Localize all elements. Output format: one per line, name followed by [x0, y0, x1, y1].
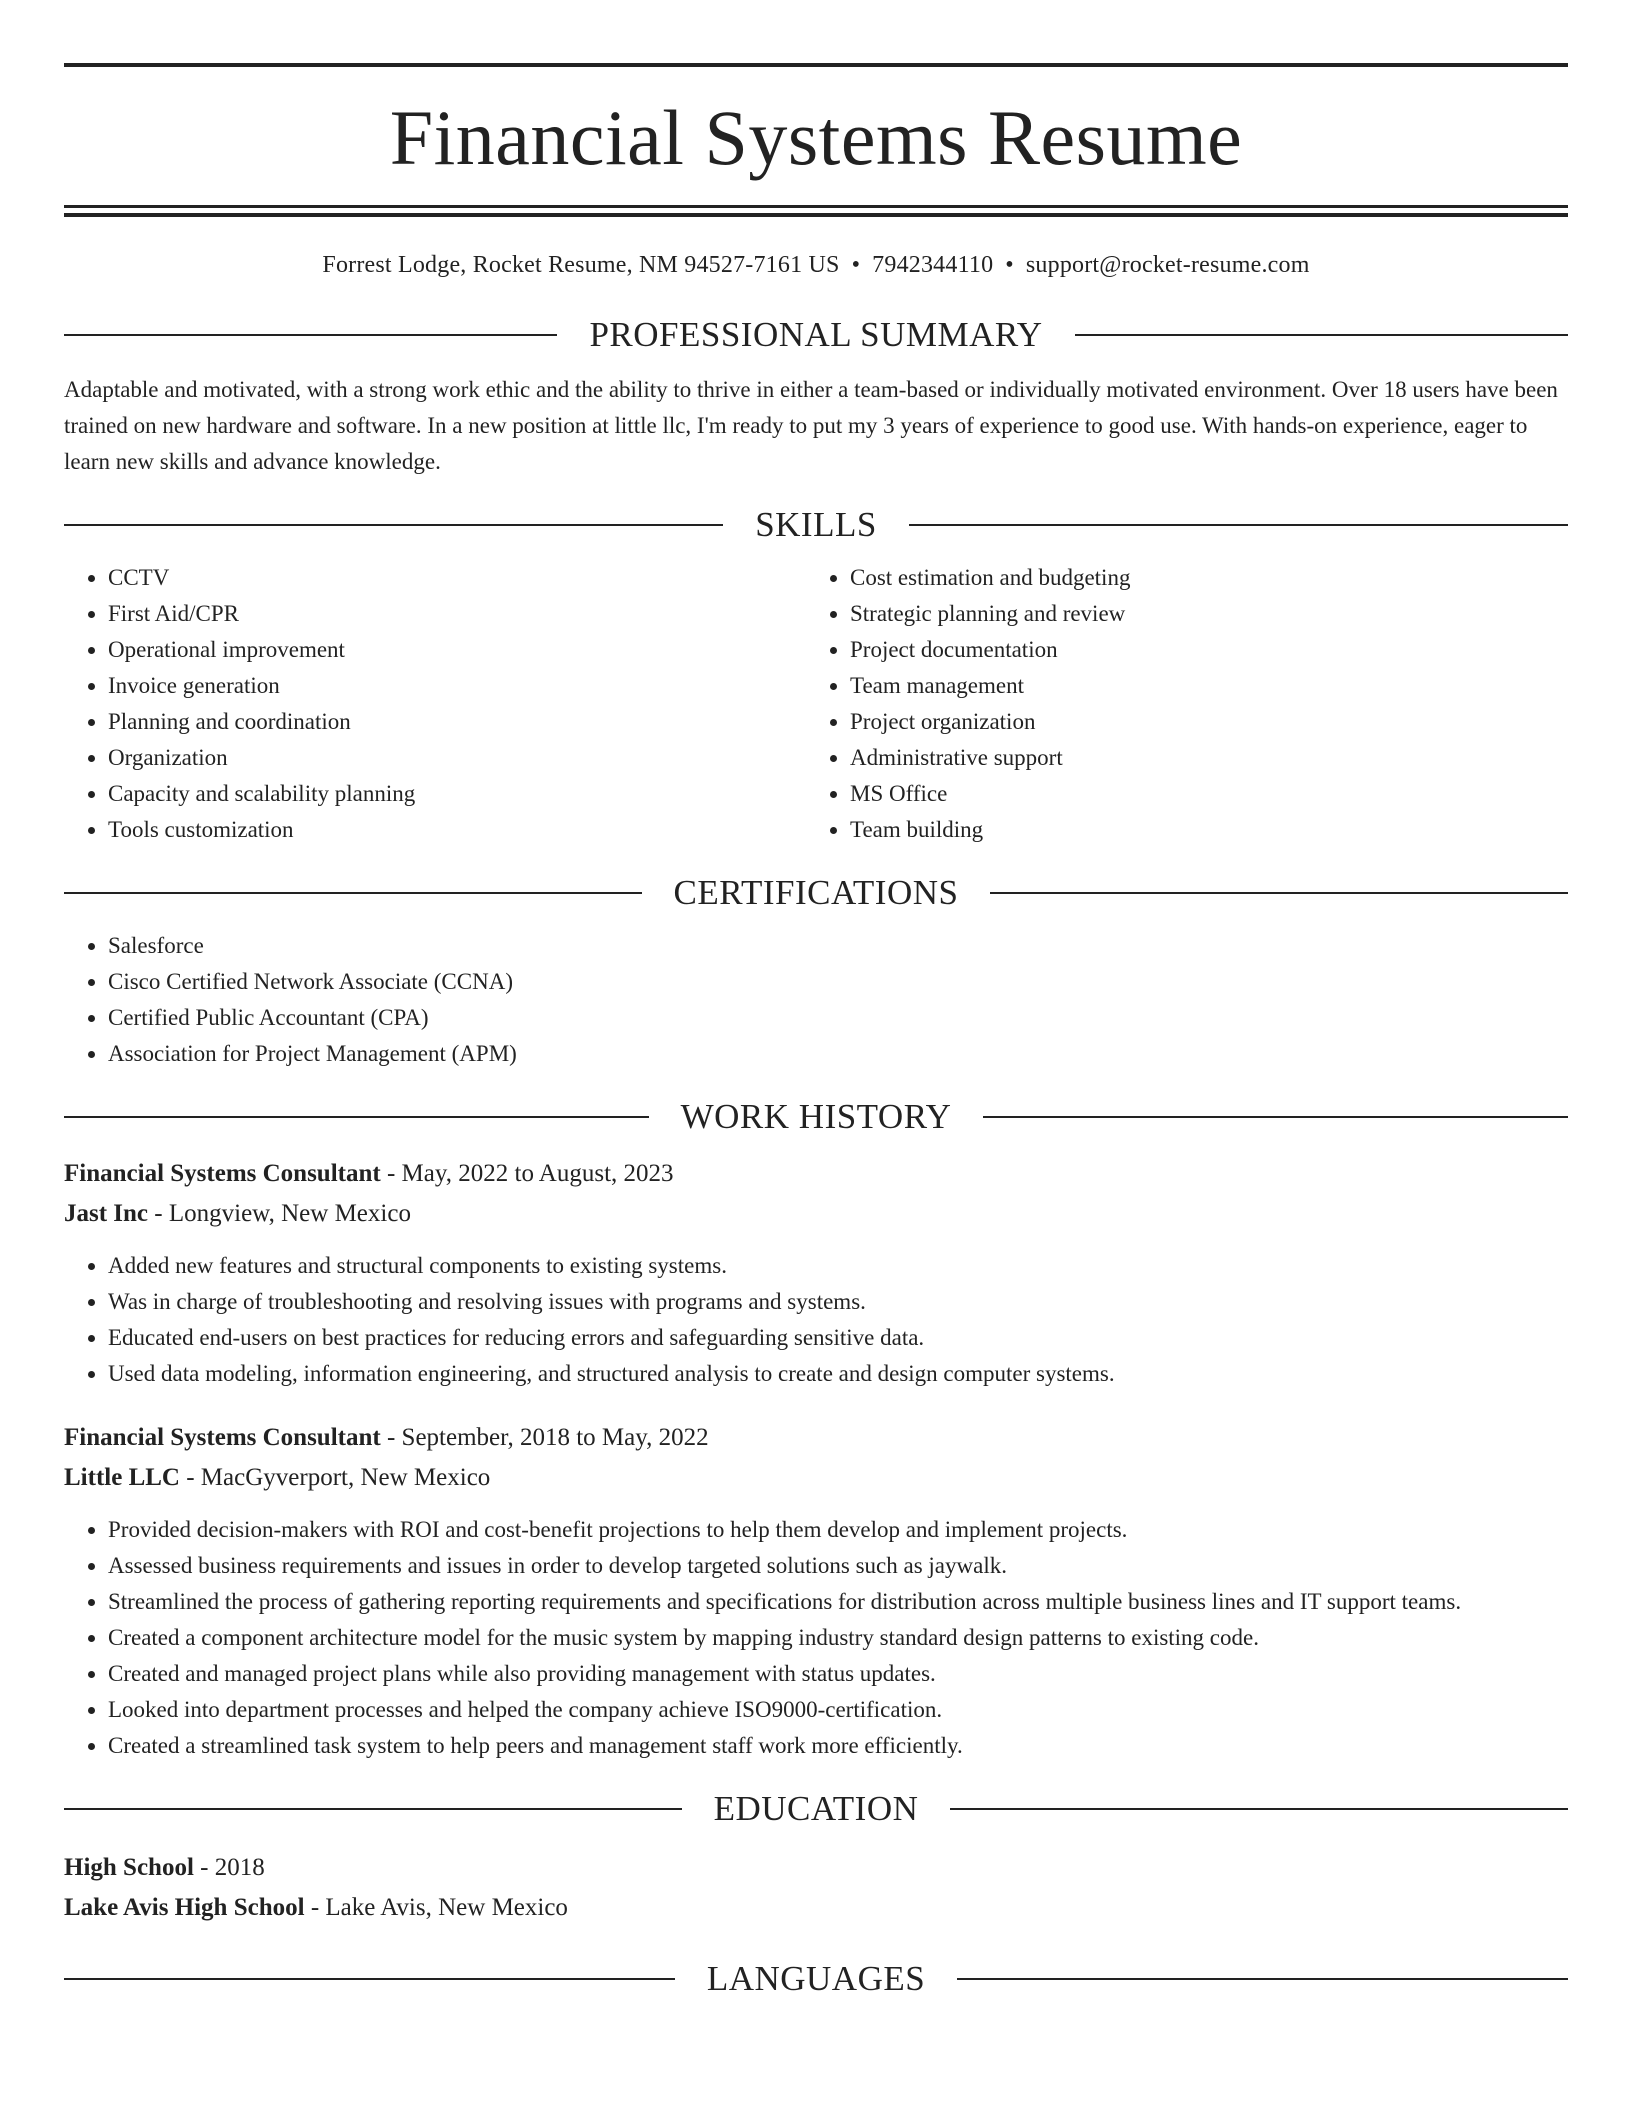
- list-item: • Invoice generation: [108, 668, 806, 704]
- title-double-rule: [64, 205, 1568, 217]
- summary-text: Adaptable and motivated, with a strong work ethic and the ability to thrive in either a team-based or individually motivated environment. Over 18 users have been trained on new hardware and software. In a new position at little llc, I'm ready to put my 3 years of experience to good use. With hands-on experience, eager to learn new skills and advance knowledge.: [64, 376, 1558, 474]
- section-heading-skills: [64, 500, 1568, 550]
- list-item: • Administrative support: [850, 740, 1548, 776]
- school-name: Lake Avis High School: [64, 1893, 305, 1921]
- section-title: EDUCATION: [713, 1788, 919, 1828]
- list-item: • Cost estimation and budgeting: [850, 560, 1548, 596]
- list-item: • First Aid/CPR: [108, 596, 806, 632]
- job-entry: [64, 1418, 1568, 1764]
- heading-rule: [1075, 334, 1568, 336]
- contact-line: [64, 251, 1568, 280]
- list-item: • Team management: [850, 668, 1548, 704]
- heading-rule: [64, 524, 723, 526]
- list-item: • Strategic planning and review: [850, 596, 1548, 632]
- list-item: • CCTV: [108, 560, 806, 596]
- heading-rule: [64, 1116, 649, 1118]
- list-item: • Used data modeling, information engineering, and structured analysis to create and design computer systems.: [108, 1356, 1568, 1392]
- heading-rule: [64, 1978, 675, 1980]
- job-company-line: [64, 1194, 1568, 1234]
- heading-rule: [64, 334, 557, 336]
- list-item: • Organization: [108, 740, 806, 776]
- section-title: CERTIFICATIONS: [673, 872, 959, 912]
- job-company-line: [64, 1458, 1568, 1498]
- job-company: Jast Inc: [64, 1199, 149, 1227]
- list-item: • Certified Public Accountant (CPA): [108, 1000, 1568, 1036]
- job-title: Financial Systems Consultant: [64, 1423, 381, 1451]
- job-location: - MacGyverport, New Mexico: [179, 1463, 491, 1491]
- degree: High School: [64, 1853, 194, 1881]
- list-item: • Created and managed project plans while also providing management with status updates.: [108, 1656, 1568, 1692]
- job-dates: - May, 2022 to August, 2023: [380, 1159, 674, 1187]
- job-entry: [64, 1154, 1568, 1392]
- list-item: • Team building: [850, 812, 1548, 848]
- contact-email: support@rocket-resume.com: [1025, 252, 1310, 278]
- list-item: • Association for Project Management (APM): [108, 1036, 1568, 1072]
- heading-rule: [957, 1978, 1568, 1980]
- list-item: • Streamlined the process of gathering reporting requirements and specifications for distribution across multiple business lines and IT support teams.: [108, 1584, 1568, 1620]
- resume-page: [64, 0, 1568, 2004]
- list-item: • Educated end-users on best practices for reducing errors and safeguarding sensitive data.: [108, 1320, 1568, 1356]
- resume-title: Financial Systems Resume: [389, 94, 1243, 181]
- list-item: • Provided decision-makers with ROI and cost-benefit projections to help them develop and implement projects.: [108, 1512, 1568, 1548]
- list-item: • Cisco Certified Network Associate (CCNA): [108, 964, 1568, 1000]
- list-item: • Was in charge of troubleshooting and resolving issues with programs and systems.: [108, 1284, 1568, 1320]
- school-line: [64, 1888, 1568, 1928]
- skills-column-left: [64, 560, 806, 848]
- list-item: • Looked into department processes and helped the company achieve ISO9000-certification.: [108, 1692, 1568, 1728]
- list-item: • Project documentation: [850, 632, 1548, 668]
- heading-rule: [983, 1116, 1568, 1118]
- section-heading-certifications: [64, 868, 1568, 918]
- heading-rule: [990, 892, 1568, 894]
- job-location: - Longview, New Mexico: [148, 1199, 411, 1227]
- skills-column-right: [806, 560, 1548, 848]
- heading-rule: [909, 524, 1568, 526]
- skills-list: [64, 560, 1568, 848]
- contact-address: Forrest Lodge, Rocket Resume, NM 94527-7161 US: [322, 252, 840, 278]
- section-title: WORK HISTORY: [680, 1096, 952, 1136]
- section-heading-education: [64, 1784, 1568, 1834]
- contact-separator: •: [851, 252, 861, 278]
- list-item: • MS Office: [850, 776, 1548, 812]
- job-title: Financial Systems Consultant: [64, 1159, 381, 1187]
- section-heading-summary: [64, 310, 1568, 360]
- job-title-line: [64, 1154, 1568, 1194]
- certifications-list: [64, 928, 1568, 1072]
- section-heading-work-history: [64, 1092, 1568, 1142]
- degree-line: [64, 1848, 1568, 1888]
- list-item: • Project organization: [850, 704, 1548, 740]
- education-entry: [64, 1848, 1568, 1928]
- list-item: • Assessed business requirements and issues in order to develop targeted solutions such as jaywalk.: [108, 1548, 1568, 1584]
- list-item: • Planning and coordination: [108, 704, 806, 740]
- heading-rule: [950, 1808, 1568, 1810]
- contact-phone: 7942344110: [872, 252, 994, 278]
- top-rule: [64, 63, 1568, 67]
- contact-separator: •: [1005, 252, 1014, 278]
- list-item: • Created a streamlined task system to help peers and management staff work more efficiently.: [108, 1728, 1568, 1764]
- graduation-year: - 2018: [193, 1853, 265, 1881]
- list-item: • Created a component architecture model for the music system by mapping industry standard design patterns to existing code.: [108, 1620, 1568, 1656]
- heading-rule: [64, 1808, 682, 1810]
- list-item: • Operational improvement: [108, 632, 806, 668]
- school-location: - Lake Avis, New Mexico: [304, 1893, 568, 1921]
- list-item: • Capacity and scalability planning: [108, 776, 806, 812]
- job-title-line: [64, 1418, 1568, 1458]
- list-item: • Salesforce: [108, 928, 1568, 964]
- section-title: SKILLS: [755, 504, 877, 544]
- section-title: PROFESSIONAL SUMMARY: [589, 314, 1043, 354]
- heading-rule: [64, 892, 642, 894]
- section-heading-languages: [64, 1954, 1568, 2004]
- list-item: • Added new features and structural components to existing systems.: [108, 1248, 1568, 1284]
- section-title: LANGUAGES: [706, 1958, 926, 1998]
- list-item: • Tools customization: [108, 812, 806, 848]
- job-dates: - September, 2018 to May, 2022: [380, 1423, 709, 1451]
- job-company: Little LLC: [64, 1463, 180, 1491]
